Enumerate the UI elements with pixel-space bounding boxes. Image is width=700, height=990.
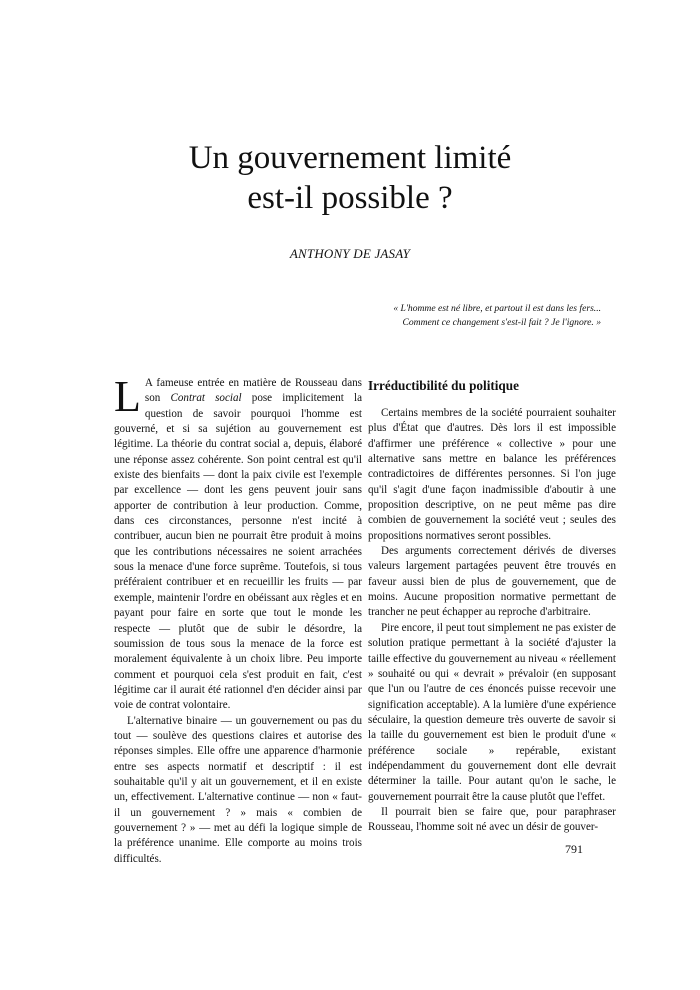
title-line-1: Un gouvernement limité xyxy=(188,140,512,176)
page-number: 791 xyxy=(565,842,583,856)
book-title-italic: Contrat social xyxy=(170,392,242,405)
title-line-2: est-il possible ? xyxy=(247,180,453,216)
right-paragraph-4: Il pourrait bien se faire que, pour paraphraser Rousseau, l'homme soit né avec un désir de gouver- xyxy=(368,805,616,834)
right-paragraph-3: Pire encore, il peut tout simplement ne pas exister de solution pratique permettant à la société d'ajuster la taille effective du gouvernement au niveau « réellement » souhaité ou qui « devrait » prévaloir (en supposant que l'un ou l'autre de ces énoncés puisse recevoir une signification acceptable). A la lumière d'une expérience séculaire, la question demeure très ouverte de savoir si la taille du gouvernement est bien le produit d'une « préférence sociale » repérable, existant indépendamment du gouvernement dont elle devrait déterminer la taille. Pour autant qu'on le sache, le gouvernement pourrait être la cause plutôt que l'effet. xyxy=(368,621,616,803)
epigraph xyxy=(271,302,601,330)
left-paragraph-1-text-b: pose implicitement la question de savoir pourquoi l'homme est gouverné, et si sa sujétion au gouvernement est légitime. La théorie du contrat social a, depuis, élaboré une réponse assez cohérente. Son point central est qu'il existe des bienfaits — dont la paix civile est l'exemple par excellence — dont les gens peuvent jouir sans apporter de contribution à leur production. Comme, dans ces circonstances, personne n'est incité à contribuer, aucun bien ne pourrait être produit à moins que les contributions nécessaires ne soient arrachées sous la menace d'une force suprême. Toutefois, si tous préféraient contribuer et en recueillir les fruits — par exemple, maintenir l'ordre en obéissant aux règles et en payant pour faire en sorte que tout le monde les respecte — plutôt que de subir le désordre, la soumission de tous sous la menace de la force est moralement équivalente à un choix libre. Peu importe comment et pourquoi cela s'est produit en fait, c'est légitime car il aurait été rationnel d'en décider ainsi par voie de contrat volontaire. xyxy=(114,392,363,712)
left-paragraph-1 xyxy=(114,372,363,714)
article-title xyxy=(0,138,700,218)
left-paragraph-1-text-a: A fameuse entrée en matière de Rousseau dans son xyxy=(144,377,362,405)
right-column xyxy=(368,378,616,836)
section-heading: Irréductibilité du politique xyxy=(368,378,519,393)
left-paragraph-2: L'alternative binaire — un gouvernement ou pas du tout — soulève des questions claires et autorise des réponses simples. Elle offre une apparence d'harmonie entre ses aspects normatif et descriptif : il est souhaitable qu'il y ait un gouvernement, et il en existe un, effectivement. L'alternative continue — non « faut-il un gouvernement ? » mais « combien de gouvernement ? » — met au défi la logique simple de la préférence unanime. Elle comporte au moins trois difficultés. xyxy=(114,714,362,865)
left-column xyxy=(114,372,363,867)
right-paragraph-2: Des arguments correctement dérivés de diverses valeurs largement partagées peuvent être trouvés en faveur aussi bien de plus de gouvernement, que de moins. Aucune proposition normative permettant de trancher ne peut échapper au reproche d'arbitraire. xyxy=(368,545,616,619)
epigraph-line-1: « L'homme est né libre, et partout il est dans les fers... xyxy=(393,303,601,314)
right-paragraph-1: Certains membres de la société pourraient souhaiter plus d'État que d'autres. Dès lors il est impossible d'affirmer une préférence « collective » pour une alternative sans mettre en balance les préférences contradictoires de différentes personnes. Si l'on juge qu'il s'agit d'une façon inadmissible d'aboutir à une proposition descriptive, on ne peut même pas dire combien de gouvernement la société veut ; seules des propositions normatives seront possibles. xyxy=(368,407,616,542)
author-name: ANTHONY DE JASAY xyxy=(289,246,411,261)
epigraph-line-2: Comment ce changement s'est-il fait ? Je l'ignore. » xyxy=(402,317,601,328)
drop-cap: L xyxy=(114,372,141,421)
